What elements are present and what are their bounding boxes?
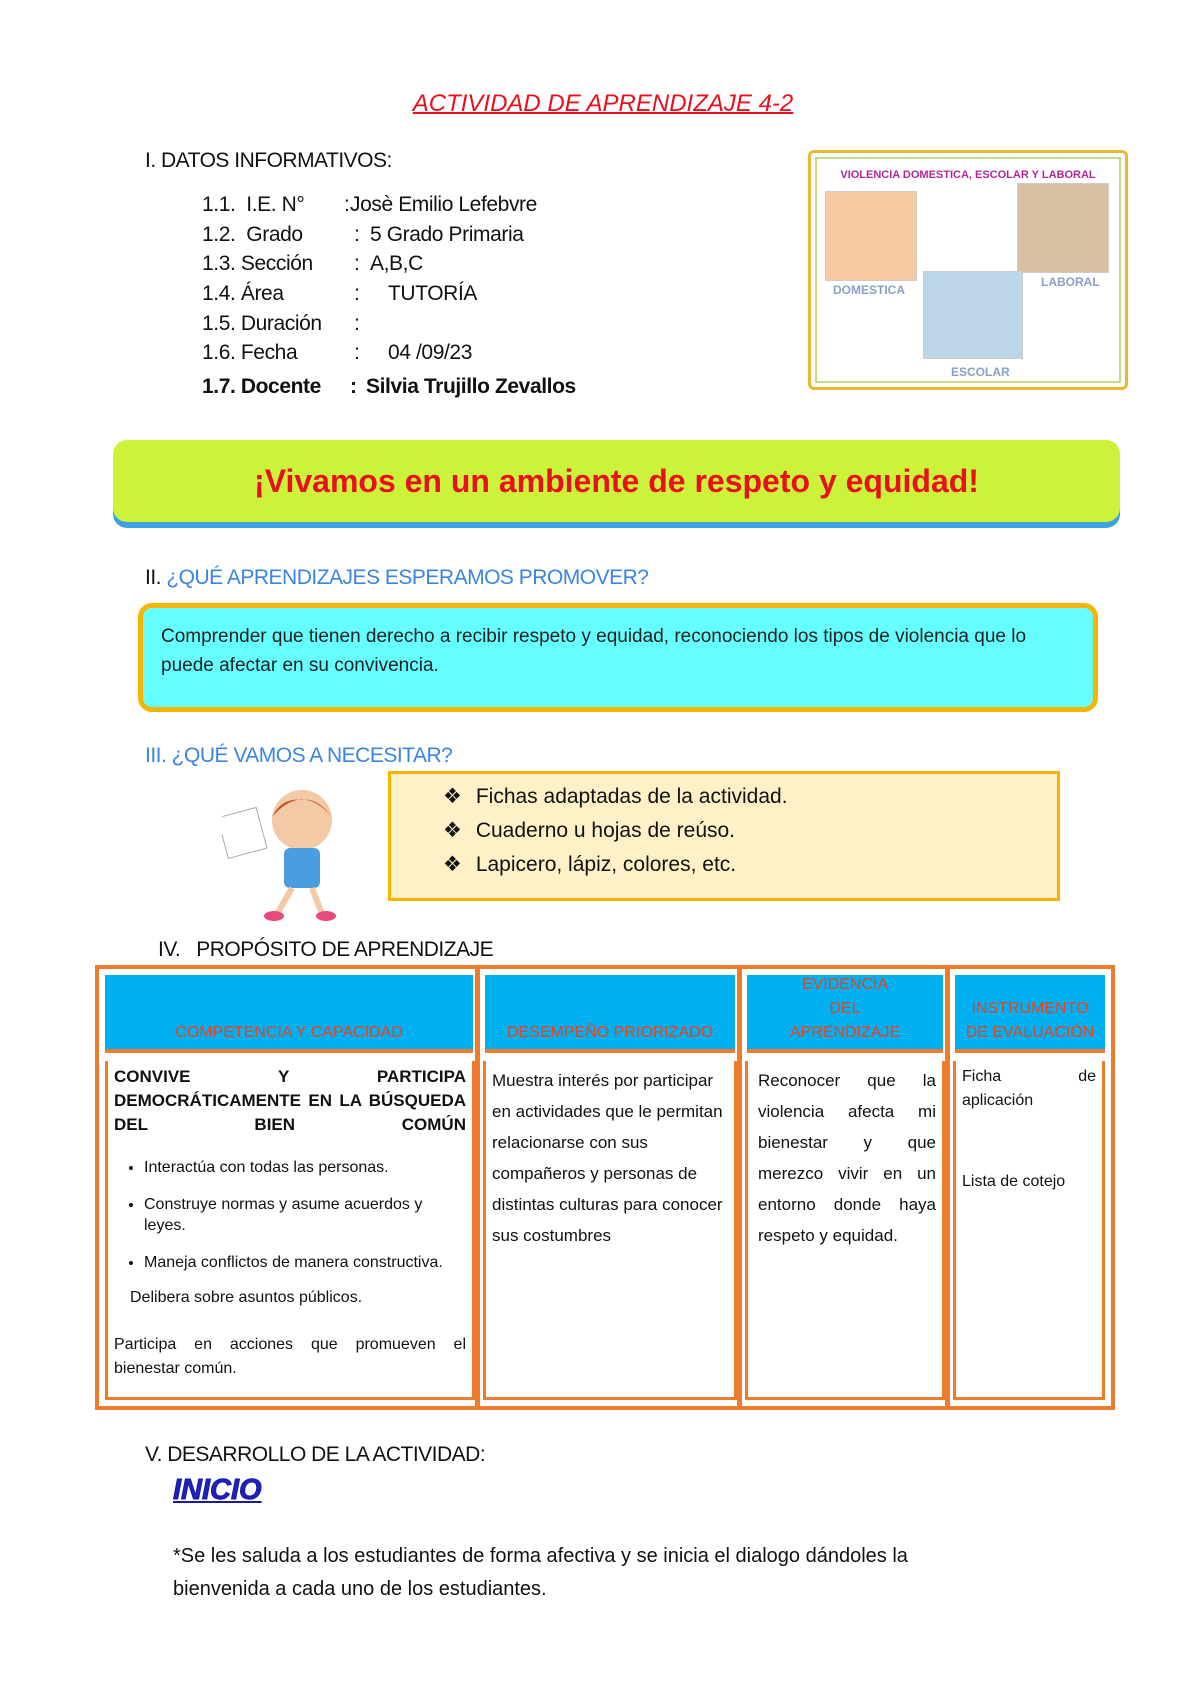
purpose-table — [95, 965, 1115, 1410]
header-desempeno: DESEMPEÑO PRIORIZADO — [485, 975, 735, 1053]
info-label: 1.3. Sección — [202, 252, 313, 275]
header-evidencia: EVIDENCIA DEL APRENDIZAJE — [747, 975, 943, 1053]
capacidad-participa: Participa en acciones que promueven el bienestar común. — [114, 1336, 466, 1377]
header-competencia: COMPETENCIA Y CAPACIDAD — [105, 975, 473, 1053]
header-instrumento: INSTRUMENTO DE EVALUACIÓN — [955, 975, 1105, 1053]
capacidad-item: • Interactúa con todas las personas. — [144, 1157, 466, 1178]
material-item — [443, 818, 1057, 852]
section-5-heading: V. DESARROLLO DE LA ACTIVIDAD: — [145, 1443, 486, 1466]
info-value: Silvia Trujillo Zevallos — [366, 375, 576, 398]
info-label: 1.7. Docente — [202, 375, 321, 398]
diamond-bullet-icon: ❖ — [443, 819, 462, 842]
info-label: 1.2. Grado — [202, 223, 303, 246]
section-2-number: II. — [145, 566, 162, 589]
cell-competencia — [105, 1061, 475, 1400]
instrumento-item: Ficha de aplicación — [962, 1068, 1096, 1109]
info-colon: : — [354, 252, 360, 275]
info-colon: : — [350, 375, 357, 398]
info-colon: : — [344, 193, 350, 216]
info-colon: : — [354, 341, 360, 364]
info-value: Josè Emilio Lefebvre — [350, 193, 537, 216]
cell-instrumento — [953, 1061, 1105, 1400]
material-text: Lapicero, lápiz, colores, etc. — [475, 853, 737, 876]
diamond-bullet-icon: ❖ — [443, 785, 462, 808]
capacidad-item: • Maneja conflictos de manera constructiva. — [144, 1252, 466, 1273]
section-3-heading: III. ¿QUÉ VAMOS A NECESITAR? — [145, 744, 453, 767]
info-value: TUTORÍA — [388, 282, 477, 305]
capacidad-item: • Construye normas y asume acuerdos y leyes. — [144, 1194, 466, 1236]
material-text: Fichas adaptadas de la actividad. — [475, 785, 788, 808]
instrumento-item: Lista de cotejo — [962, 1173, 1066, 1190]
materials-box — [388, 771, 1060, 901]
info-label: 1.6. Fecha — [202, 341, 298, 364]
info-label: 1.1. I.E. N° — [202, 193, 305, 216]
page-title: ACTIVIDAD DE APRENDIZAJE 4-2 — [412, 90, 794, 117]
material-item — [443, 784, 1057, 818]
image-label-laboral: LABORAL — [1041, 275, 1100, 289]
competencia-title: CONVIVE Y PARTICIPA DEMOCRÁTICAMENTE EN LA BÚSQUEDA DEL BIEN COMÚN — [114, 1067, 466, 1134]
info-value: 5 Grado Primaria — [370, 223, 524, 246]
cell-desempeno: Muestra interés por participar en actividades que le permitan relacionarse con sus compañeros y personas de distintas culturas para conocer sus costumbres — [483, 1061, 737, 1400]
info-label: 1.4. Área — [202, 282, 284, 305]
learning-goal-box: Comprender que tienen derecho a recibir respeto y equidad, reconociendo los tipos de violencia que lo puede afectar en su convivencia. — [138, 603, 1098, 712]
info-value: 04 /09/23 — [388, 341, 472, 364]
image-label-escolar: ESCOLAR — [951, 365, 1010, 379]
violence-types-image — [808, 150, 1128, 390]
image-label-domestica: DOMESTICA — [833, 283, 905, 297]
inicio-text: *Se les saluda a los estudiantes de forma afectiva y se inicia el dialogo dándoles la bienvenida a cada uno de los estudiantes. — [173, 1545, 908, 1600]
section-1-heading: I. DATOS INFORMATIVOS: — [145, 149, 392, 172]
info-value: A,B,C — [370, 252, 423, 275]
girl-illustration — [222, 782, 367, 922]
cell-evidencia: Reconocer que la violencia afecta mi bienestar y que merezco vivir en un entorno donde haya respeto y equidad. — [745, 1061, 945, 1400]
section-4-heading: IV. PROPÓSITO DE APRENDIZAJE — [158, 938, 494, 961]
section-2-heading: ¿QUÉ APRENDIZAJES ESPERAMOS PROMOVER? — [166, 566, 649, 589]
info-colon: : — [354, 312, 360, 335]
material-item — [443, 852, 1057, 886]
capacidad-delibera: Delibera sobre asuntos públicos. — [130, 1289, 363, 1306]
info-label: 1.5. Duración — [202, 312, 322, 335]
info-colon: : — [354, 223, 360, 246]
motto-banner: ¡Vivamos en un ambiente de respeto y equidad! — [113, 440, 1120, 522]
image-title: VIOLENCIA DOMESTICA, ESCOLAR Y LABORAL — [840, 169, 1096, 181]
inicio-heading: INICIO — [173, 1474, 262, 1506]
info-colon: : — [354, 282, 360, 305]
diamond-bullet-icon: ❖ — [443, 853, 462, 876]
material-text: Cuaderno u hojas de reúso. — [475, 819, 736, 842]
